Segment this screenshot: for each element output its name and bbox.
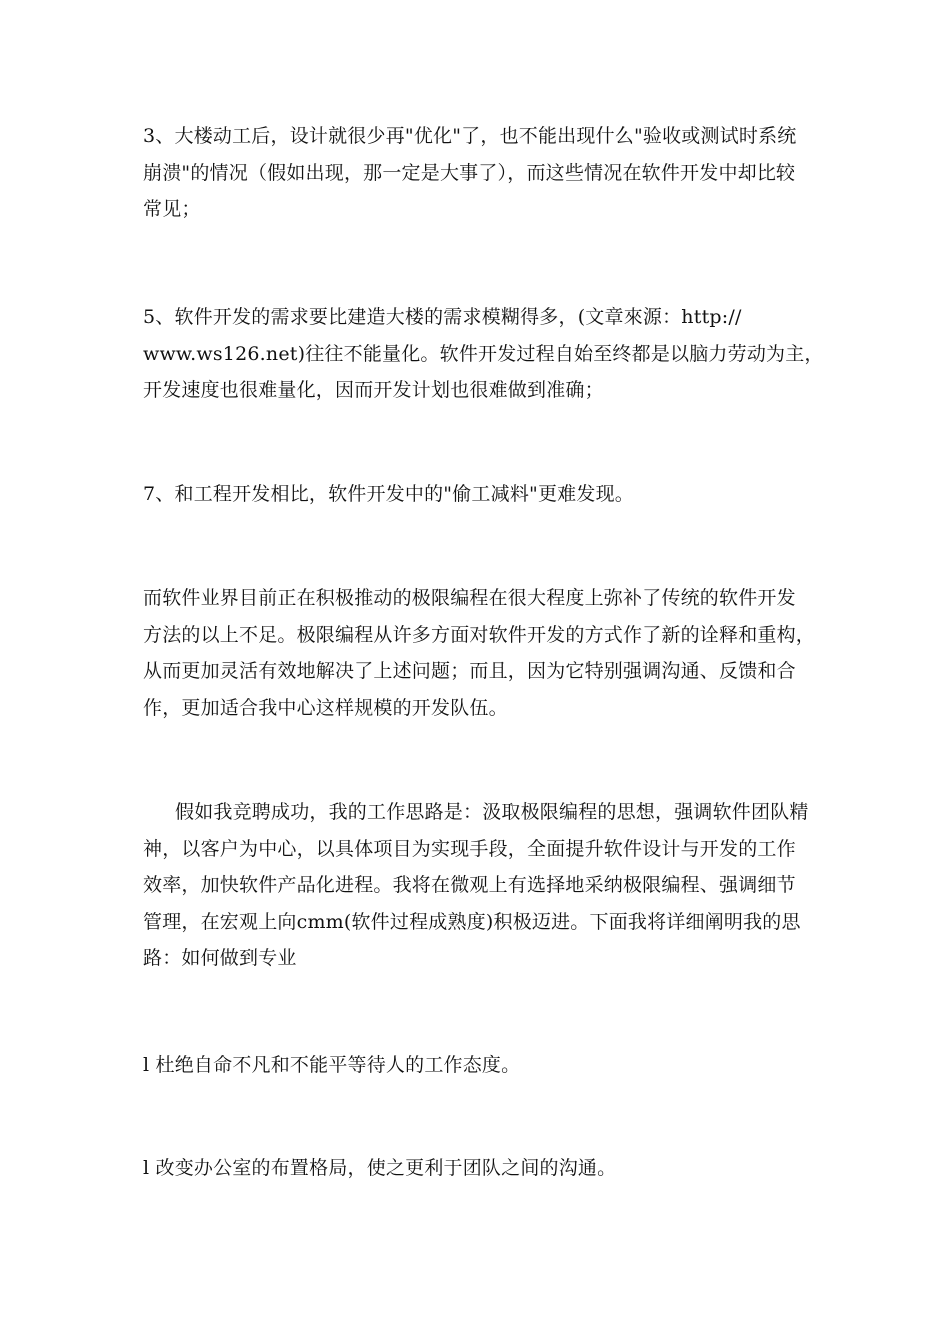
text-line: 3、大楼动工后，设计就很少再"优化"了，也不能出现什么"验收或测试时系统 (143, 125, 797, 147)
text-line: 效率，加快软件产品化进程。我将在微观上有选择地采纳极限编程、强调细节 (143, 874, 796, 896)
paragraph-work-plan (143, 794, 815, 977)
text-line: www.ws126.net)往往不能量化。软件开发过程自始至终都是以脑力劳动为主， (143, 342, 824, 365)
text-line: 作，更加适合我中心这样规模的开发队伍。 (143, 696, 508, 719)
text-line: 从而更加灵活有效地解决了上述问题；而且，因为它特别强调沟通、反馈和合 (143, 660, 796, 682)
text-line: 5、软件开发的需求要比建造大楼的需求模糊得多，(文章來源：http:// (143, 306, 742, 328)
paragraph-item-5 (143, 299, 824, 409)
text-line: 方法的以上不足。极限编程从许多方面对软件开发的方式作了新的诠释和重构， (143, 623, 816, 646)
text-line: 神，以客户为中心，以具体项目为实现手段，全面提升软件设计与开发的工作 (143, 837, 796, 860)
paragraph-item-3 (143, 118, 815, 228)
text-line: l 改变办公室的布置格局，使之更利于团队之间的沟通。 (143, 1157, 617, 1179)
text-line: 而软件业界目前正在积极推动的极限编程在很大程度上弥补了传统的软件开发 (143, 587, 796, 609)
paragraph-extreme-programming (143, 580, 815, 726)
text-line: 管理，在宏观上向cmm(软件过程成熟度)积极迈进。下面我将详细阐明我的思 (143, 910, 801, 933)
text-line: 路：如何做到专业 (143, 947, 297, 969)
text-line: 假如我竞聘成功，我的工作思路是：汲取极限编程的思想，强调软件团队精 (175, 801, 809, 823)
paragraph-item-7 (143, 476, 815, 513)
text-line: 常见； (143, 198, 201, 220)
text-line: 7、和工程开发相比，软件开发中的"偷工减料"更难发现。 (143, 483, 634, 505)
text-line: l 杜绝自命不凡和不能平等待人的工作态度。 (143, 1054, 521, 1076)
list-item (143, 1047, 815, 1084)
text-line: 开发速度也很难量化，因而开发计划也很难做到准确； (143, 379, 604, 401)
text-line: 崩溃"的情况（假如出现，那一定是大事了），而这些情况在软件开发中却比较 (143, 161, 796, 184)
list-item (143, 1150, 815, 1187)
